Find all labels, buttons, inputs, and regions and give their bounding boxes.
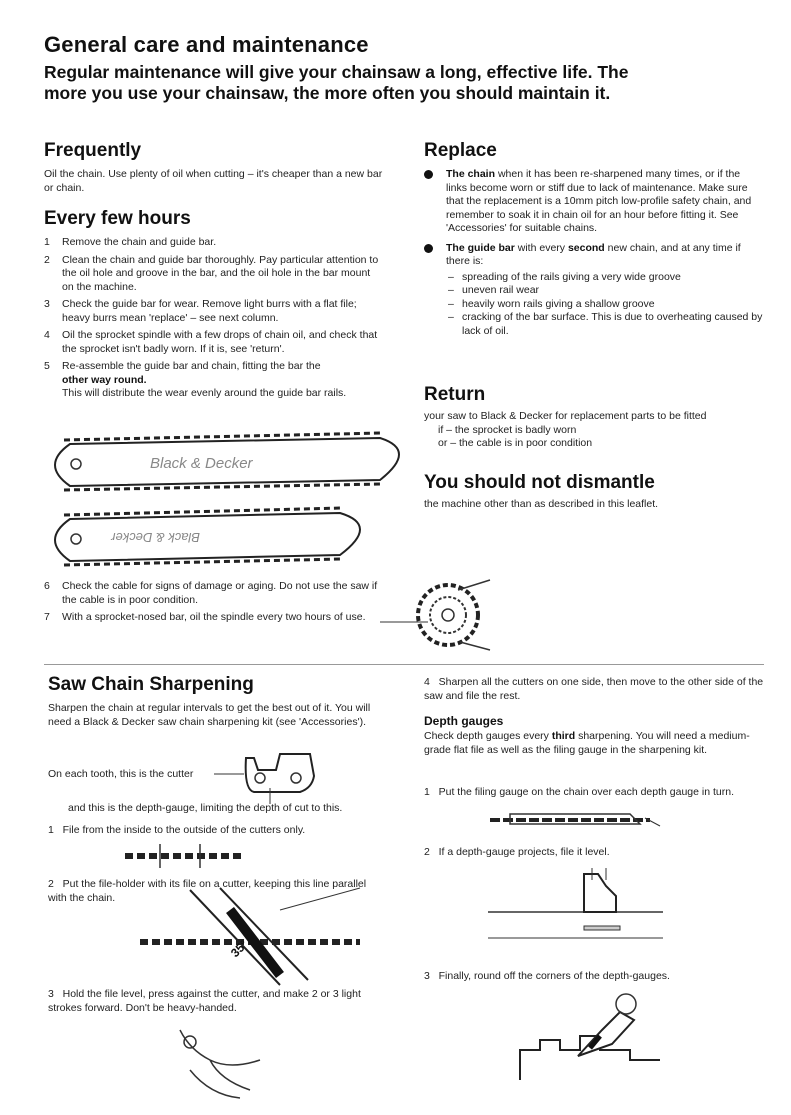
dismantle-heading: You should not dismantle [424, 472, 655, 493]
depth-gauge-step: 3 Finally, round off the corners of the depth-gauges. [424, 970, 670, 982]
sharpening-step: 2 Put the file-holder with its file on a cutter, keeping this line parallel with the chain. [48, 878, 367, 904]
every-few-hours-steps [44, 236, 384, 401]
depth-gauge-step: 1 Put the filing gauge on the chain over each depth gauge in turn. [424, 786, 734, 798]
guide-bar-bottom [55, 508, 360, 565]
guide-bar-illustration [40, 430, 420, 580]
file-direction-illustration [120, 842, 250, 870]
depth-gauge-label: and this is the depth-gauge, limiting the depth of cut to this. [68, 802, 343, 814]
sharpening-step: 3 Hold the file level, press against the cutter, and make 2 or 3 light strokes forward. Don't be heavy-handed. [48, 988, 361, 1014]
step-item: 5 Re-assemble the guide bar and chain, fitting the bar the other way round. This will distribute the wear evenly around the guide bar rails. [44, 360, 347, 399]
list-item: – uneven rail wear [446, 284, 764, 298]
replace-heading: Replace [424, 140, 497, 161]
angle-label: 35° [227, 937, 251, 961]
frequently-text: Oil the chain. Use plenty of oil when cutting – it's cheaper than a new bar or chain. [44, 168, 383, 194]
section-divider [44, 664, 764, 665]
step-item: 2 Clean the chain and guide bar thoroughly. Pay particular attention to the oil hole and groove in the bar, and the oil hole in the bar mount on the machine. [44, 253, 379, 293]
other-way-round-emphasis: other way round. [62, 373, 147, 386]
page-intro: Regular maintenance will give your chainsaw a long, effective life. The more you use your chainsaw, the more often you should maintain it. [44, 62, 629, 103]
return-text: your saw to Black & Decker for replacement parts to be fitted [424, 410, 707, 422]
step-item: 7 With a sprocket-nosed bar, oil the spindle every two hours of use. [44, 611, 366, 623]
every-few-hours-section [44, 208, 384, 405]
bullet-icon [424, 170, 433, 179]
filing-gauge-illustration [490, 806, 670, 836]
guide-bar-top [55, 433, 399, 490]
frequently-section [44, 140, 384, 195]
step-item: 3 Check the guide bar for wear. Remove light burrs with a flat file; heavy burrs mean 'replace' – see next column. [44, 298, 357, 324]
sharpening-section [48, 674, 378, 729]
depth-gauges-intro: Check depth gauges every third sharpening. You will need a medium-grade flat file as well as the filing gauge in the sharpening kit. [424, 730, 750, 756]
frequently-heading: Frequently [44, 140, 142, 161]
list-item: or – the cable is in poor condition [438, 437, 593, 449]
level-filing-illustration [488, 866, 668, 946]
sharpening-step-4: 4 Sharpen all the cutters on one side, then move to the other side of the saw and file the rest. [424, 676, 764, 702]
sharpening-intro: Sharpen the chain at regular intervals to get the best out of it. You will need a Black & Decker saw chain sharpening kit (see 'Accessories'). [48, 702, 371, 728]
replace-guide-bar-item: The guide bar with every second new chain, and at any time if there is: – spreading of the rails giving a very wide groove – uneven rail wear – heavily worn rails giving a shallow groove – cracking of the bar surface. This is due to overheating caused by lack of oil. [424, 242, 764, 339]
list-item: – cracking of the bar surface. This is due to overheating caused by lack of oil. [446, 311, 764, 338]
cutter-tooth-illustration [214, 748, 364, 808]
step-item: 6 Check the cable for signs of damage or aging. Do not use the saw if the cable is in poor condition. [44, 580, 378, 606]
guide-bar-brand-bottom: Black & Decker [111, 530, 200, 545]
depth-gauges-heading: Depth gauges [424, 714, 504, 728]
hand-filing-illustration [170, 1020, 280, 1100]
return-section [424, 384, 764, 451]
every-few-hours-steps-continued [44, 580, 384, 629]
sprocket-illustration [380, 570, 490, 660]
dismantle-section [424, 472, 764, 512]
file-holder-illustration [130, 880, 370, 990]
return-heading: Return [424, 384, 486, 405]
sharpening-heading: Saw Chain Sharpening [48, 674, 254, 695]
list-item: if – the sprocket is badly worn [438, 423, 577, 436]
list-item: – heavily worn rails giving a shallow groove [446, 298, 764, 312]
cutter-label: On each tooth, this is the cutter [48, 768, 194, 780]
step-item: 1 Remove the chain and guide bar. [44, 236, 217, 248]
dismantle-text: the machine other than as described in this leaflet. [424, 498, 659, 510]
list-item: – spreading of the rails giving a very wide groove [446, 271, 764, 285]
replace-section [424, 140, 764, 344]
guide-bar-brand-top: Black & Decker [150, 455, 253, 472]
guide-bar-wear-list [446, 271, 764, 339]
sharpening-step: 1 File from the inside to the outside of the cutters only. [48, 824, 306, 836]
round-corners-illustration [500, 990, 680, 1090]
page-title: General care and maintenance [44, 32, 369, 57]
step-item: 4 Oil the sprocket spindle with a few drops of chain oil, and check that the sprocket isn't badly worn. If it is, see 'return'. [44, 329, 378, 355]
depth-gauges-section [424, 714, 764, 757]
bullet-icon [424, 244, 433, 253]
depth-gauge-step: 2 If a depth-gauge projects, file it level. [424, 846, 610, 858]
replace-chain-item: The chain when it has been re-sharpened many times, or if the links become worn or stiff due to lack of maintenance. Make sure that the replacement is a 10mm pitch low-profile safety chain, and remember to soak it in chain oil for an hour before fitting it. See 'Accessories' for suitable chains. [424, 168, 764, 236]
every-few-hours-heading: Every few hours [44, 208, 191, 229]
